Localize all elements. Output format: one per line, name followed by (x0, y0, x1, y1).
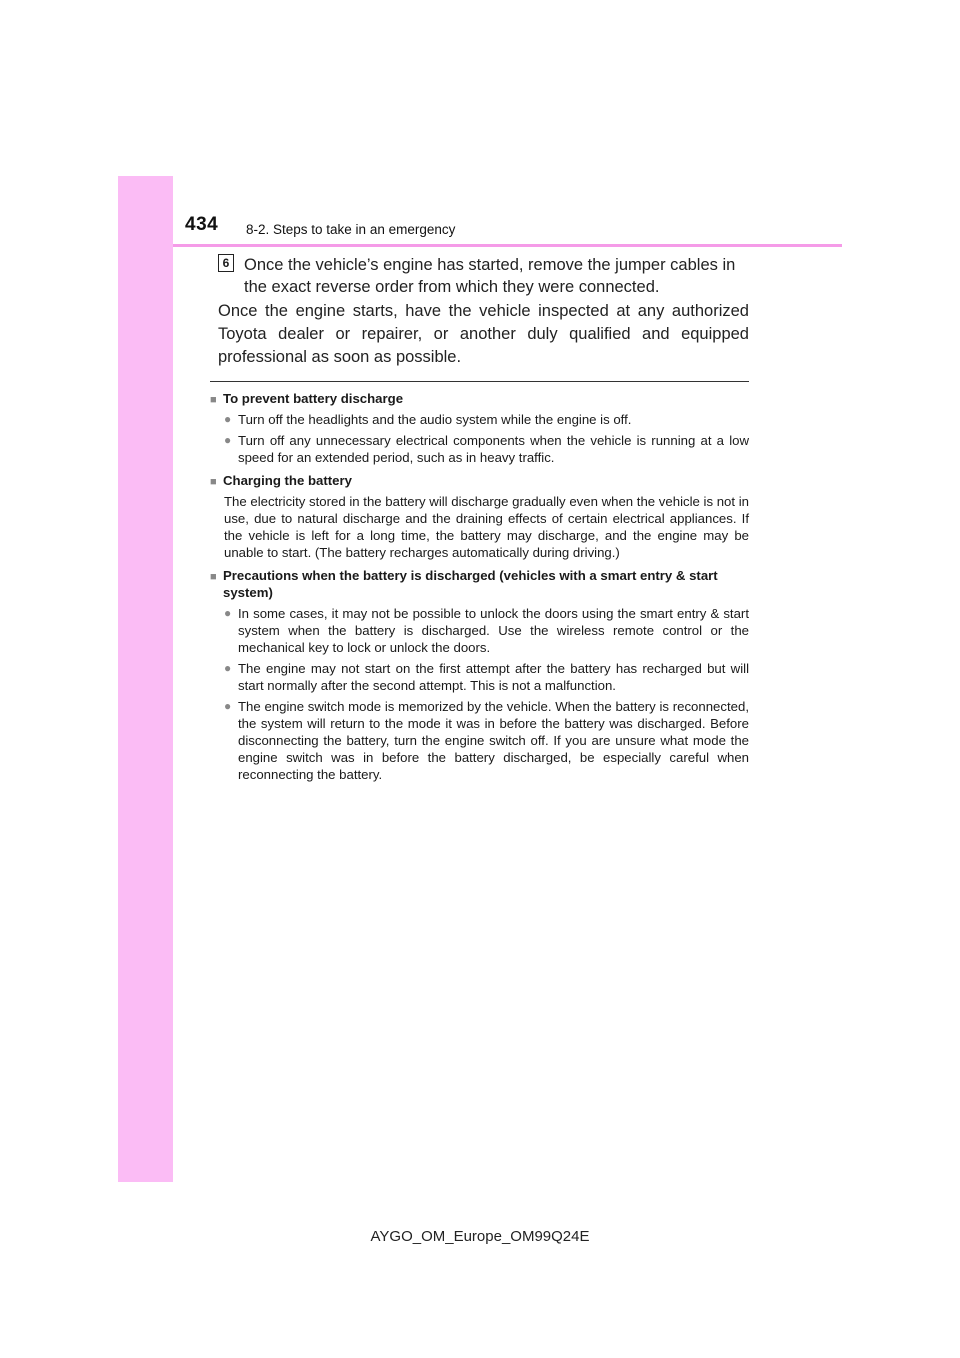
note-heading: ■ Charging the battery (210, 472, 749, 489)
document-id-footer: AYGO_OM_Europe_OM99Q24E (370, 1228, 590, 1245)
circle-bullet-icon: ● (224, 433, 232, 447)
page-number: 434 (185, 214, 219, 235)
header-rule (173, 244, 842, 247)
circle-bullet-icon: ● (224, 606, 232, 620)
circle-bullet-icon: ● (224, 412, 232, 426)
circle-bullet-icon: ● (224, 699, 232, 713)
list-item: ● The engine may not start on the first attempt after the battery has recharged but will start normally after the second attempt. This is not a malfunction. (224, 661, 749, 693)
chapter-sidebar-tab (118, 176, 173, 1182)
list-item: ● In some cases, it may not be possible to unlock the doors using the smart entry & start system when the battery is discharged. Use the wireless remote control or the mechanical key to lock or unlock the doors. (224, 606, 749, 655)
step-instruction: Once the vehicle’s engine has started, remove the jumper cables in the exact reverse order from which they were connected. (244, 256, 736, 296)
circle-bullet-icon: ● (224, 661, 232, 675)
section-title: 8-2. Steps to take in an emergency (246, 222, 456, 237)
step-number-badge: 6 (218, 254, 234, 272)
list-item: ● Turn off any unnecessary electrical components when the vehicle is running at a low speed for an extended period, such as in heavy traffic. (224, 433, 749, 465)
list-item: ● The engine switch mode is memorized by the vehicle. When the battery is reconnected, the system will return to the mode it was in before the battery was discharged. Before disconnecting the battery, turn the engine switch off. If you are unsure what mode the engine switch was in before the battery discharged, be especially careful when reconnecting the battery. (224, 699, 749, 782)
list-item: ● Turn off the headlights and the audio system while the engine is off. (224, 412, 632, 427)
note-heading: ■ Precautions when the battery is discharged (vehicles with a smart entry & start system) (210, 568, 718, 600)
note-heading: ■ To prevent battery discharge (210, 390, 749, 407)
notes-section (210, 390, 749, 783)
square-bullet-icon: ■ (210, 394, 217, 406)
section-divider (210, 381, 749, 382)
square-bullet-icon: ■ (210, 571, 217, 583)
square-bullet-icon: ■ (210, 476, 217, 488)
step-note: Once the engine starts, have the vehicle inspected at any authorized Toyota dealer or repairer, or another duly qualified and equipped professional as soon as possible. (218, 302, 749, 366)
note-paragraph: The electricity stored in the battery will discharge gradually even when the vehicle is not in use, due to natural discharge and the draining effects of certain electrical appliances. If the vehicle is left for a long time, the battery may discharge, and the engine may be unable to start. (The battery recharges automatically during driving.) (224, 494, 749, 560)
